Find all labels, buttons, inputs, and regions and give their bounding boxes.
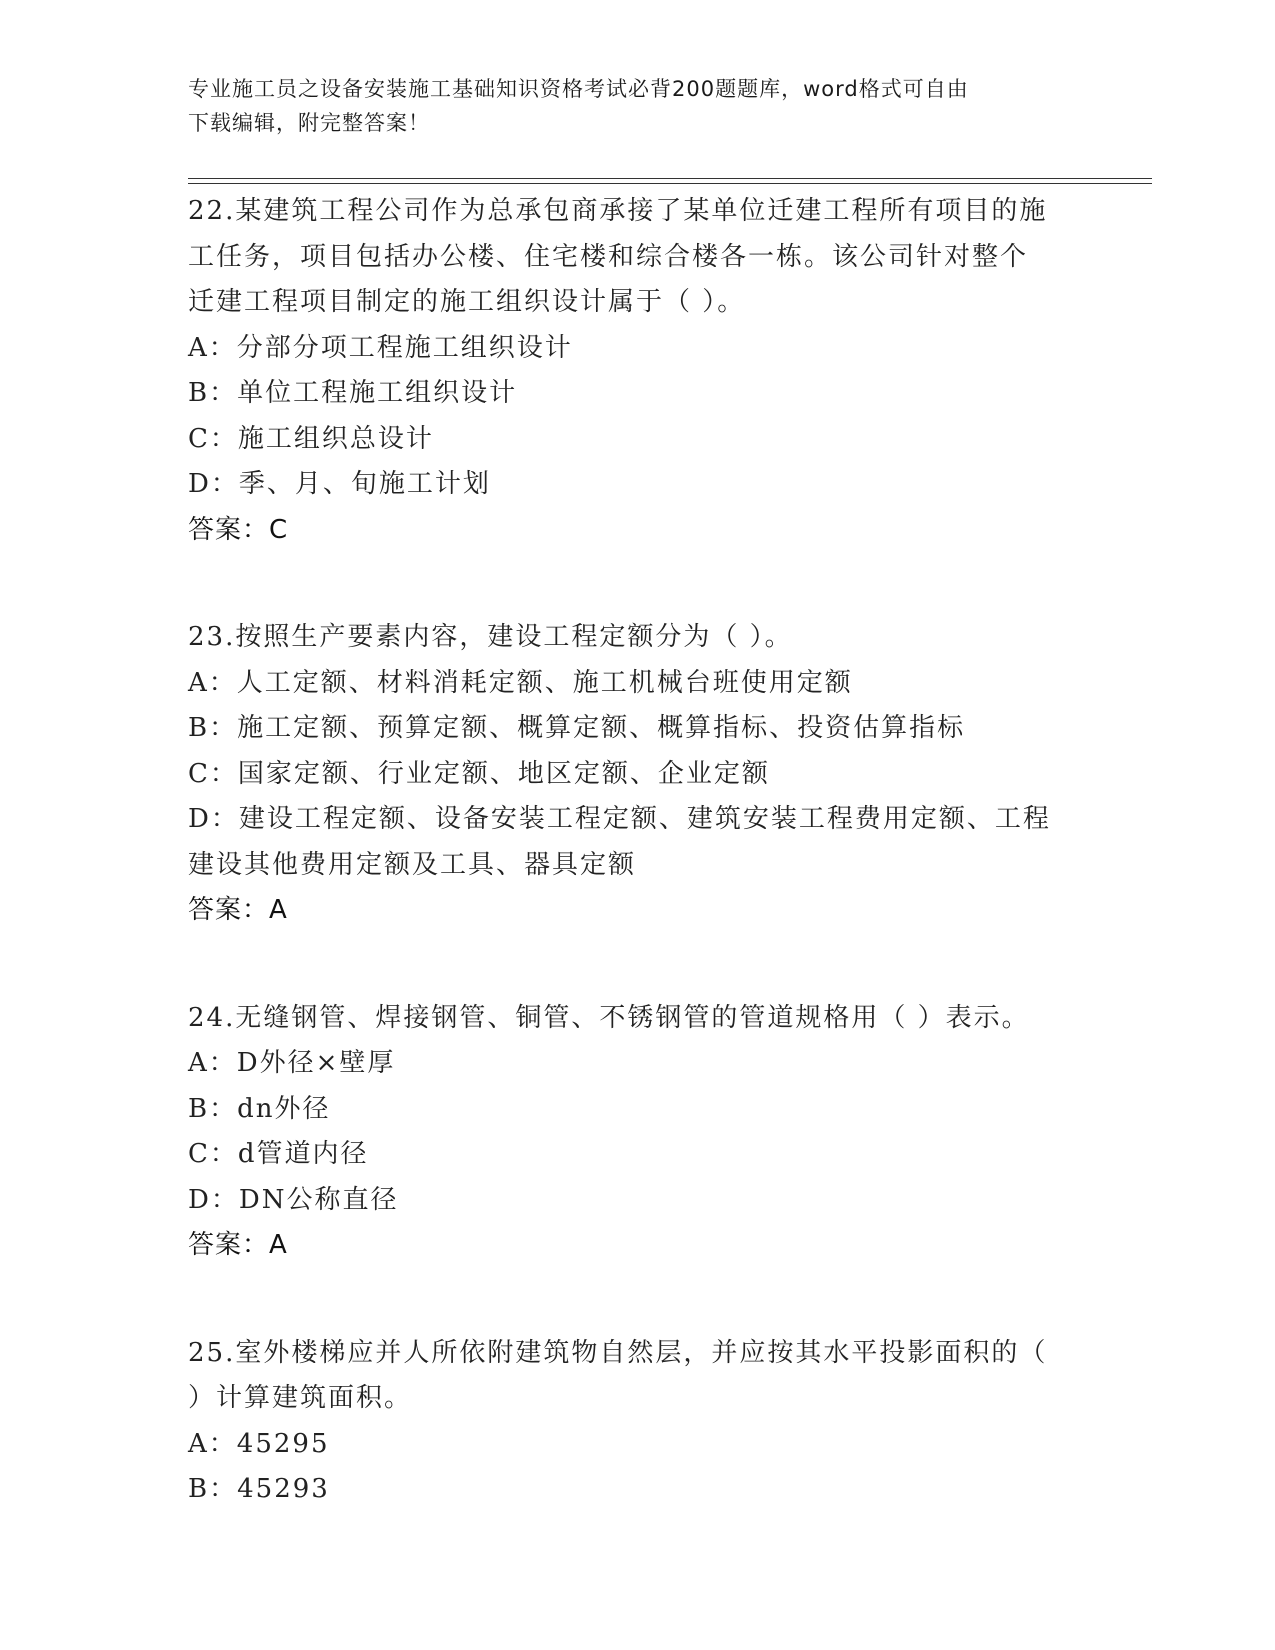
- option-b: B：单位工程施工组织设计: [188, 378, 518, 408]
- question-text-line: 25.室外楼梯应并人所依附建筑物自然层，并应按其水平投影面积的（: [188, 1337, 1048, 1368]
- question-text-line: 迁建工程项目制定的施工组织设计属于（ ）。: [188, 287, 746, 317]
- question-22: [188, 189, 1088, 553]
- answer: 答案：A: [188, 895, 288, 925]
- header-divider-top: [188, 178, 1152, 179]
- question-25: [188, 1331, 1088, 1513]
- question-text-line: 23.按照生产要素内容，建设工程定额分为（ ）。: [188, 622, 793, 652]
- option-c: C：施工组织总设计: [188, 423, 434, 454]
- header-line-2: 下载编辑，附完整答案！: [188, 111, 430, 135]
- question-list: [188, 189, 1088, 1575]
- question-text-line: 24.无缝钢管、焊接钢管、铜管、不锈钢管的管道规格用（ ）表示。: [188, 1002, 1030, 1033]
- question-text-line: ）计算建筑面积。: [188, 1383, 413, 1413]
- option-a: A：45295: [188, 1428, 330, 1459]
- answer: 答案：A: [188, 1230, 288, 1260]
- document-header: [188, 72, 1068, 140]
- question-24: [188, 996, 1088, 1269]
- answer: 答案：C: [188, 514, 289, 545]
- option-b: B：45293: [188, 1474, 330, 1504]
- question-text-line: 22.某建筑工程公司作为总承包商承接了某单位迁建工程所有项目的施: [188, 196, 1048, 226]
- option-d: D：DN公称直径: [188, 1184, 399, 1215]
- option-c: C：国家定额、行业定额、地区定额、企业定额: [188, 758, 770, 789]
- option-d-continued: 建设其他费用定额及工具、器具定额: [188, 849, 637, 880]
- option-b: B：dn外径: [188, 1093, 331, 1124]
- option-a: A：人工定额、材料消耗定额、施工机械台班使用定额: [188, 667, 853, 698]
- question-23: [188, 615, 1088, 934]
- option-d: D：季、月、旬施工计划: [188, 469, 491, 499]
- option-a: A：分部分项工程施工组织设计: [188, 332, 573, 363]
- option-d: D：建设工程定额、设备安装工程定额、建筑安装工程费用定额、工程: [188, 804, 1051, 834]
- header-divider-bottom: [188, 183, 1152, 184]
- question-text-line: 工任务，项目包括办公楼、住宅楼和综合楼各一栋。该公司针对整个: [188, 241, 1029, 272]
- option-c: C：d管道内径: [188, 1139, 369, 1169]
- header-line-1: 专业施工员之设备安装施工基础知识资格考试必背200题题库，word格式可自由: [188, 77, 969, 101]
- option-a: A：D外径×壁厚: [188, 1048, 396, 1078]
- option-b: B：施工定额、预算定额、概算定额、概算指标、投资估算指标: [188, 713, 966, 743]
